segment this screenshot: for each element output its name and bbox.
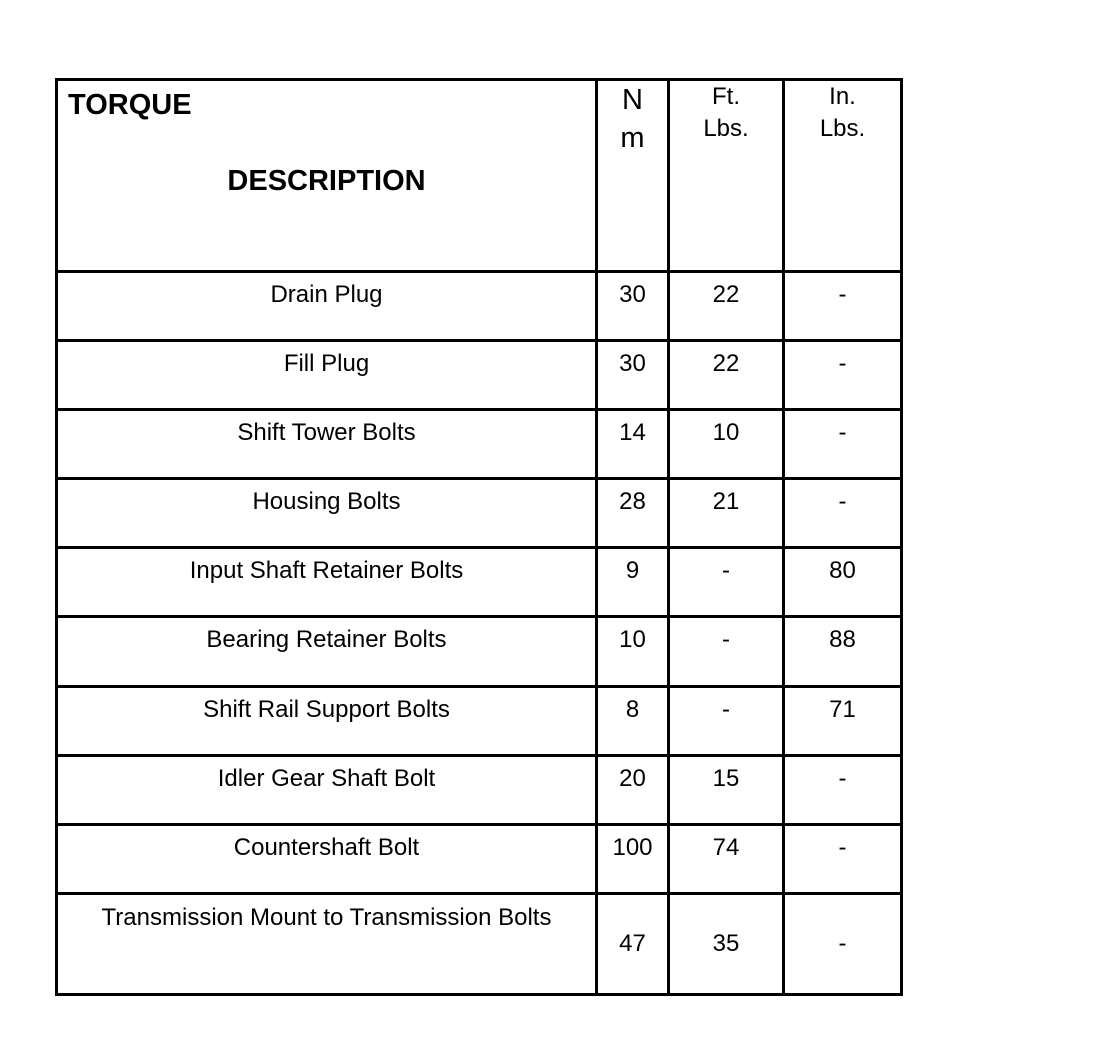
ft-lbs-header-line2: Lbs. xyxy=(703,115,749,142)
in-lbs-cell: 88 xyxy=(784,617,902,686)
in-lbs-cell: - xyxy=(784,272,902,341)
torque-header-label: TORQUE xyxy=(68,89,192,121)
in-lbs-cell: 71 xyxy=(784,686,902,755)
description-cell: Drain Plug xyxy=(57,272,597,341)
nm-cell: 8 xyxy=(597,686,669,755)
in-lbs-cell: - xyxy=(784,824,902,893)
table-row xyxy=(57,686,902,755)
ft-lbs-cell: 21 xyxy=(669,479,784,548)
table-row xyxy=(57,272,902,341)
table-row xyxy=(57,755,902,824)
ft-lbs-cell: - xyxy=(669,617,784,686)
table-row xyxy=(57,479,902,548)
in-lbs-header-line1: In. xyxy=(829,83,856,110)
ft-lbs-header-cell xyxy=(669,80,784,272)
description-cell: Transmission Mount to Transmission Bolts xyxy=(57,893,597,994)
table-row xyxy=(57,410,902,479)
ft-lbs-cell: 35 xyxy=(669,893,784,994)
description-cell: Fill Plug xyxy=(57,341,597,410)
table-row xyxy=(57,617,902,686)
nm-cell: 30 xyxy=(597,272,669,341)
ft-lbs-cell: 15 xyxy=(669,755,784,824)
ft-lbs-cell: 10 xyxy=(669,410,784,479)
in-lbs-cell: - xyxy=(784,893,902,994)
nm-header-line1: N xyxy=(622,84,643,116)
ft-lbs-cell: - xyxy=(669,548,784,617)
table-row xyxy=(57,548,902,617)
table-header-row xyxy=(57,80,902,272)
description-cell: Shift Rail Support Bolts xyxy=(57,686,597,755)
description-header-label: DESCRIPTION xyxy=(227,165,426,197)
nm-cell: 10 xyxy=(597,617,669,686)
table-row xyxy=(57,893,902,994)
description-cell: Housing Bolts xyxy=(57,479,597,548)
in-lbs-header-cell xyxy=(784,80,902,272)
nm-cell: 30 xyxy=(597,341,669,410)
torque-spec-table xyxy=(55,78,903,996)
in-lbs-cell: - xyxy=(784,755,902,824)
table-row xyxy=(57,341,902,410)
nm-cell: 9 xyxy=(597,548,669,617)
ft-lbs-cell: 22 xyxy=(669,341,784,410)
in-lbs-cell: - xyxy=(784,479,902,548)
nm-cell: 20 xyxy=(597,755,669,824)
in-lbs-cell: - xyxy=(784,410,902,479)
description-cell: Idler Gear Shaft Bolt xyxy=(57,755,597,824)
description-cell: Shift Tower Bolts xyxy=(57,410,597,479)
description-cell: Countershaft Bolt xyxy=(57,824,597,893)
ft-lbs-cell: - xyxy=(669,686,784,755)
description-header-cell xyxy=(57,80,597,272)
ft-lbs-cell: 22 xyxy=(669,272,784,341)
ft-lbs-cell: 74 xyxy=(669,824,784,893)
in-lbs-header-line2: Lbs. xyxy=(819,115,866,142)
nm-cell: 28 xyxy=(597,479,669,548)
nm-cell: 14 xyxy=(597,410,669,479)
description-cell: Bearing Retainer Bolts xyxy=(57,617,597,686)
in-lbs-cell: 80 xyxy=(784,548,902,617)
nm-header-cell xyxy=(597,80,669,272)
nm-cell: 47 xyxy=(597,893,669,994)
description-cell: Input Shaft Retainer Bolts xyxy=(57,548,597,617)
nm-cell: 100 xyxy=(597,824,669,893)
in-lbs-cell: - xyxy=(784,341,902,410)
ft-lbs-header-line1: Ft. xyxy=(712,83,740,110)
table-row xyxy=(57,824,902,893)
nm-header-line2: m xyxy=(620,122,645,154)
